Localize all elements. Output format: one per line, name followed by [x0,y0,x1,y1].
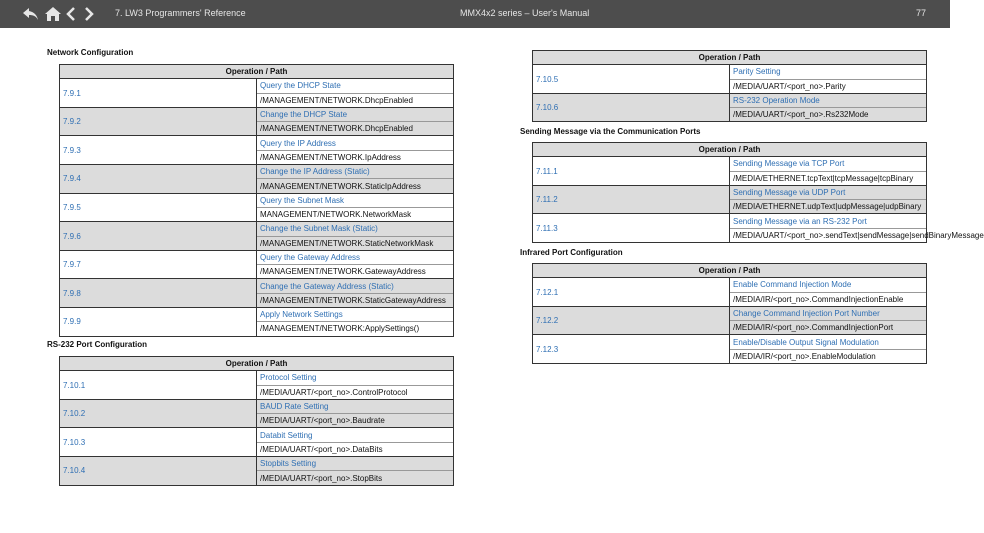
operation-link-text[interactable]: Apply Network Settings [260,310,343,320]
section-number[interactable]: 7.10.3 [60,428,257,457]
table-row [60,193,454,207]
operation-link-text[interactable]: Enable Command Injection Mode [733,280,852,290]
path-cell: /MEDIA/IR/<port_no>.EnableModulation [730,349,927,363]
table-row [533,335,927,349]
operation-link-text[interactable]: Stopbits Setting [260,459,317,469]
section-title-infrared: Infrared Port Configuration [520,248,623,257]
operation-link[interactable] [257,371,454,385]
path-cell: /MEDIA/UART/<port_no>.StopBits [257,471,454,485]
operation-link[interactable] [730,214,927,228]
operation-link[interactable] [257,279,454,293]
section-number[interactable]: 7.10.6 [533,93,730,122]
operation-link-text[interactable]: Change the Subnet Mask (Static) [260,224,378,234]
table-header-row [533,51,927,65]
table-row [60,107,454,121]
operation-link[interactable] [257,165,454,179]
operation-link-text[interactable]: Sending Message via TCP Port [733,159,845,169]
operation-link[interactable] [730,65,927,79]
operation-link-text[interactable]: Sending Message via an RS-232 Port [733,216,867,226]
operation-link[interactable] [730,93,927,107]
document-title: MMX4x2 series – User's Manual [460,8,590,18]
table-header-row [60,357,454,371]
next-page-icon[interactable] [82,4,96,24]
path-cell: /MANAGEMENT/NETWORK.DhcpEnabled [257,122,454,136]
page-number: 77 [915,8,926,18]
section-number[interactable]: 7.10.5 [533,65,730,94]
path-cell: /MEDIA/IR/<port_no>.CommandInjectionPort [730,321,927,335]
table-row [60,250,454,264]
table-header-row [60,65,454,79]
section-number[interactable]: 7.11.1 [533,157,730,186]
path-cell: /MEDIA/UART/<port_no>.sendText|sendMessage|sendBinaryMessage [730,228,927,242]
section-number[interactable]: 7.9.2 [60,107,257,136]
table-header-cell: Operation / Path [533,143,927,157]
operation-link[interactable] [730,335,927,349]
operation-link[interactable] [257,193,454,207]
operation-link-text[interactable]: Protocol Setting [260,373,317,383]
operation-link-text[interactable]: Query the DHCP State [260,81,341,91]
operation-link-text[interactable]: Sending Message via UDP Port [733,188,846,198]
operation-link[interactable] [257,79,454,93]
section-number[interactable]: 7.11.3 [533,214,730,243]
operation-link[interactable] [257,457,454,471]
path-cell: MANAGEMENT/NETWORK.NetworkMask [257,207,454,221]
table-header-row [533,143,927,157]
operation-link[interactable] [730,278,927,292]
prev-page-icon[interactable] [64,4,78,24]
path-cell: /MANAGEMENT/NETWORK.GatewayAddress [257,265,454,279]
table-row [60,428,454,442]
operation-link[interactable] [257,308,454,322]
table-header-cell: Operation / Path [60,357,454,371]
operation-link-text[interactable]: Enable/Disable Output Signal Modulation [733,337,879,347]
path-cell: /MEDIA/UART/<port_no>.Rs232Mode [730,108,927,122]
table-row [60,371,454,385]
table-header-cell: Operation / Path [533,264,927,278]
table-row [533,65,927,79]
operation-link-text[interactable]: RS-232 Operation Mode [733,96,820,106]
section-number[interactable]: 7.9.5 [60,193,257,222]
section-title-rs232: RS-232 Port Configuration [47,340,148,349]
table-header-row [533,264,927,278]
table-row [533,214,927,228]
section-number[interactable]: 7.9.4 [60,165,257,194]
operation-link[interactable] [257,222,454,236]
path-cell: /MEDIA/ETHERNET.udpText|udpMessage|udpBinary [730,200,927,214]
operation-link-text[interactable]: Query the Subnet Mask [260,195,345,205]
operation-link-text[interactable]: Change Command Injection Port Number [733,309,880,319]
table-row [533,185,927,199]
operation-link-text[interactable]: BAUD Rate Setting [260,402,329,412]
rs232-config-table-continued [532,50,927,122]
table-header-cell: Operation / Path [533,51,927,65]
chapter-title: 7. LW3 Programmers' Reference [115,8,246,18]
table-row [60,165,454,179]
table-row [60,136,454,150]
section-number[interactable]: 7.9.1 [60,79,257,108]
table-row [533,93,927,107]
path-cell: /MANAGEMENT/NETWORK.IpAddress [257,150,454,164]
path-cell: /MEDIA/UART/<port_no>.Baudrate [257,414,454,428]
table-row [533,306,927,320]
operation-link-text[interactable]: Query the Gateway Address [260,253,361,262]
section-number[interactable]: 7.11.2 [533,185,730,214]
path-cell: /MEDIA/UART/<port_no>.Parity [730,79,927,93]
section-number[interactable]: 7.10.4 [60,457,257,486]
infrared-config-table [532,263,927,364]
table-row [533,157,927,171]
path-cell: /MANAGEMENT/NETWORK.DhcpEnabled [257,93,454,107]
operation-link[interactable] [257,136,454,150]
rs232-config-table [59,356,454,486]
sending-message-table [532,142,984,243]
operation-link[interactable] [257,428,454,442]
table-row [60,222,454,236]
section-number[interactable]: 7.9.6 [60,222,257,251]
table-row [60,279,454,293]
section-number[interactable]: 7.12.1 [533,278,730,307]
path-cell: /MEDIA/IR/<port_no>.CommandInjectionEnable [730,292,927,306]
section-number[interactable]: 7.12.2 [533,306,730,335]
section-number[interactable]: 7.10.2 [60,399,257,428]
path-cell: /MANAGEMENT/NETWORK:ApplySettings() [257,322,454,336]
path-cell: /MANAGEMENT/NETWORK.StaticNetworkMask [257,236,454,250]
return-icon[interactable] [22,4,40,24]
path-cell: /MEDIA/UART/<port_no>.DataBits [257,442,454,456]
path-cell: /MANAGEMENT/NETWORK.StaticIpAddress [257,179,454,193]
section-number[interactable]: 7.9.3 [60,136,257,165]
operation-link[interactable] [730,157,927,171]
operation-link[interactable] [257,399,454,413]
network-config-table [59,64,454,337]
section-number[interactable]: 7.10.1 [60,371,257,400]
operation-link-text[interactable]: Databit Setting [260,430,313,440]
table-row [60,79,454,93]
operation-link[interactable] [257,250,454,264]
section-title-sending-message: Sending Message via the Communication Ports [520,127,701,136]
path-cell: /MANAGEMENT/NETWORK.StaticGatewayAddress [257,293,454,307]
section-number[interactable]: 7.9.9 [60,308,257,337]
operation-link[interactable] [730,185,927,199]
section-title-network: Network Configuration [47,48,134,57]
table-row [60,399,454,413]
operation-link-text[interactable]: Change the Gateway Address (Static) [260,281,394,291]
home-icon[interactable] [44,4,62,24]
table-header-cell: Operation / Path [60,65,454,79]
table-row [533,278,927,292]
operation-link[interactable] [257,107,454,121]
table-row [60,457,454,471]
path-cell: /MEDIA/ETHERNET.tcpText|tcpMessage|tcpBinary [730,171,927,185]
path-cell: /MEDIA/UART/<port_no>.ControlProtocol [257,385,454,399]
operation-link-text[interactable]: Parity Setting [733,67,781,77]
operation-link-text[interactable]: Change the DHCP State [260,110,348,120]
operation-link-text[interactable]: Query the IP Address [260,138,336,148]
section-number[interactable]: 7.9.7 [60,250,257,279]
section-number[interactable]: 7.12.3 [533,335,730,364]
table-row [60,308,454,322]
section-number[interactable]: 7.9.8 [60,279,257,308]
operation-link-text[interactable]: Change the IP Address (Static) [260,167,370,177]
operation-link[interactable] [730,306,927,320]
header-bar [0,0,950,28]
